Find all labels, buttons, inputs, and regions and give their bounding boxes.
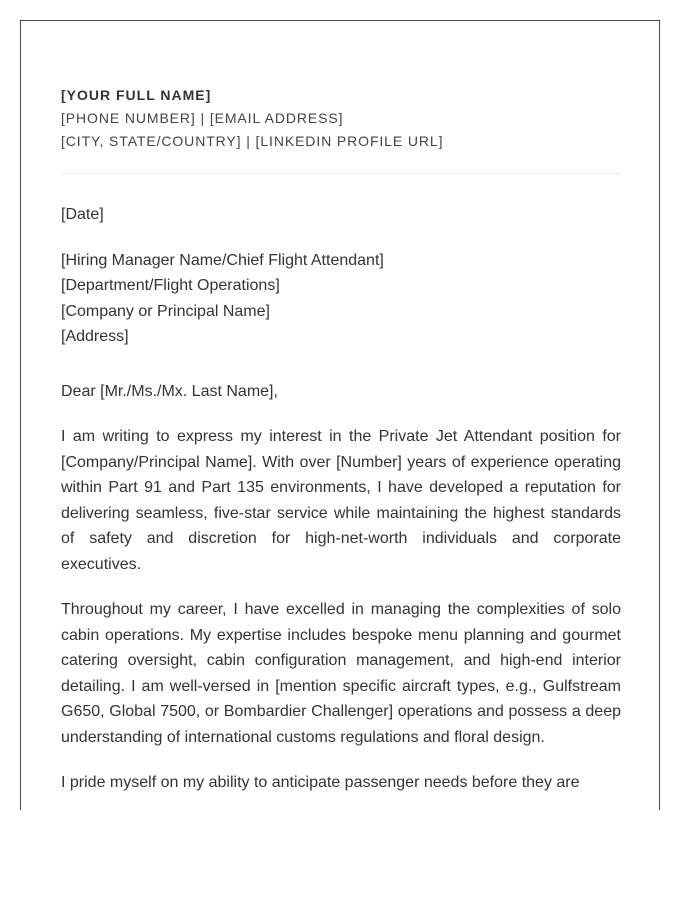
letter-page: [20, 20, 660, 810]
contact-line-location-linkedin: [CITY, STATE/COUNTRY] | [LINKEDIN PROFILE URL]: [61, 133, 444, 149]
recipient-line: [Address]: [61, 328, 129, 345]
recipient-block: [61, 248, 621, 350]
body-paragraph: Throughout my career, I have excelled in managing the complexities of solo cabin operations. My expertise includes bespoke menu planning and gourmet catering oversight, cabin configuration management, and high-end interior detailing. I am well-versed in [mention specific aircraft types, e.g., Gulfstream G650, Global 7500, or Bombardier Challenger] operations and possess a deep understanding of international customs regulations and floral design.: [61, 601, 621, 746]
recipient-line: [Company or Principal Name]: [61, 302, 270, 320]
body-paragraph: I pride myself on my ability to anticipate passenger needs before they are: [61, 774, 580, 791]
recipient-line: [Department/Flight Operations]: [61, 277, 280, 294]
sender-name: [YOUR FULL NAME]: [61, 87, 212, 103]
letter-content: [61, 84, 621, 810]
recipient-line: [Hiring Manager Name/Chief Flight Attendant]: [61, 251, 384, 269]
header-divider: [61, 173, 621, 174]
letter-date: [Date]: [61, 206, 104, 223]
salutation: Dear [Mr./Ms./Mx. Last Name],: [61, 382, 278, 400]
body-paragraph: I am writing to express my interest in the Private Jet Attendant position for [Company/Principal Name]. With over [Number] years of experience operating within Part 91 and Part 135 environments, I have developed a reputation for delivering seamless, five-star service while maintaining the highest standards of safety and discretion for high-net-worth individuals and corporate executives.: [61, 428, 621, 573]
contact-line-phone-email: [PHONE NUMBER] | [EMAIL ADDRESS]: [61, 110, 344, 126]
letter-header: [61, 84, 621, 153]
